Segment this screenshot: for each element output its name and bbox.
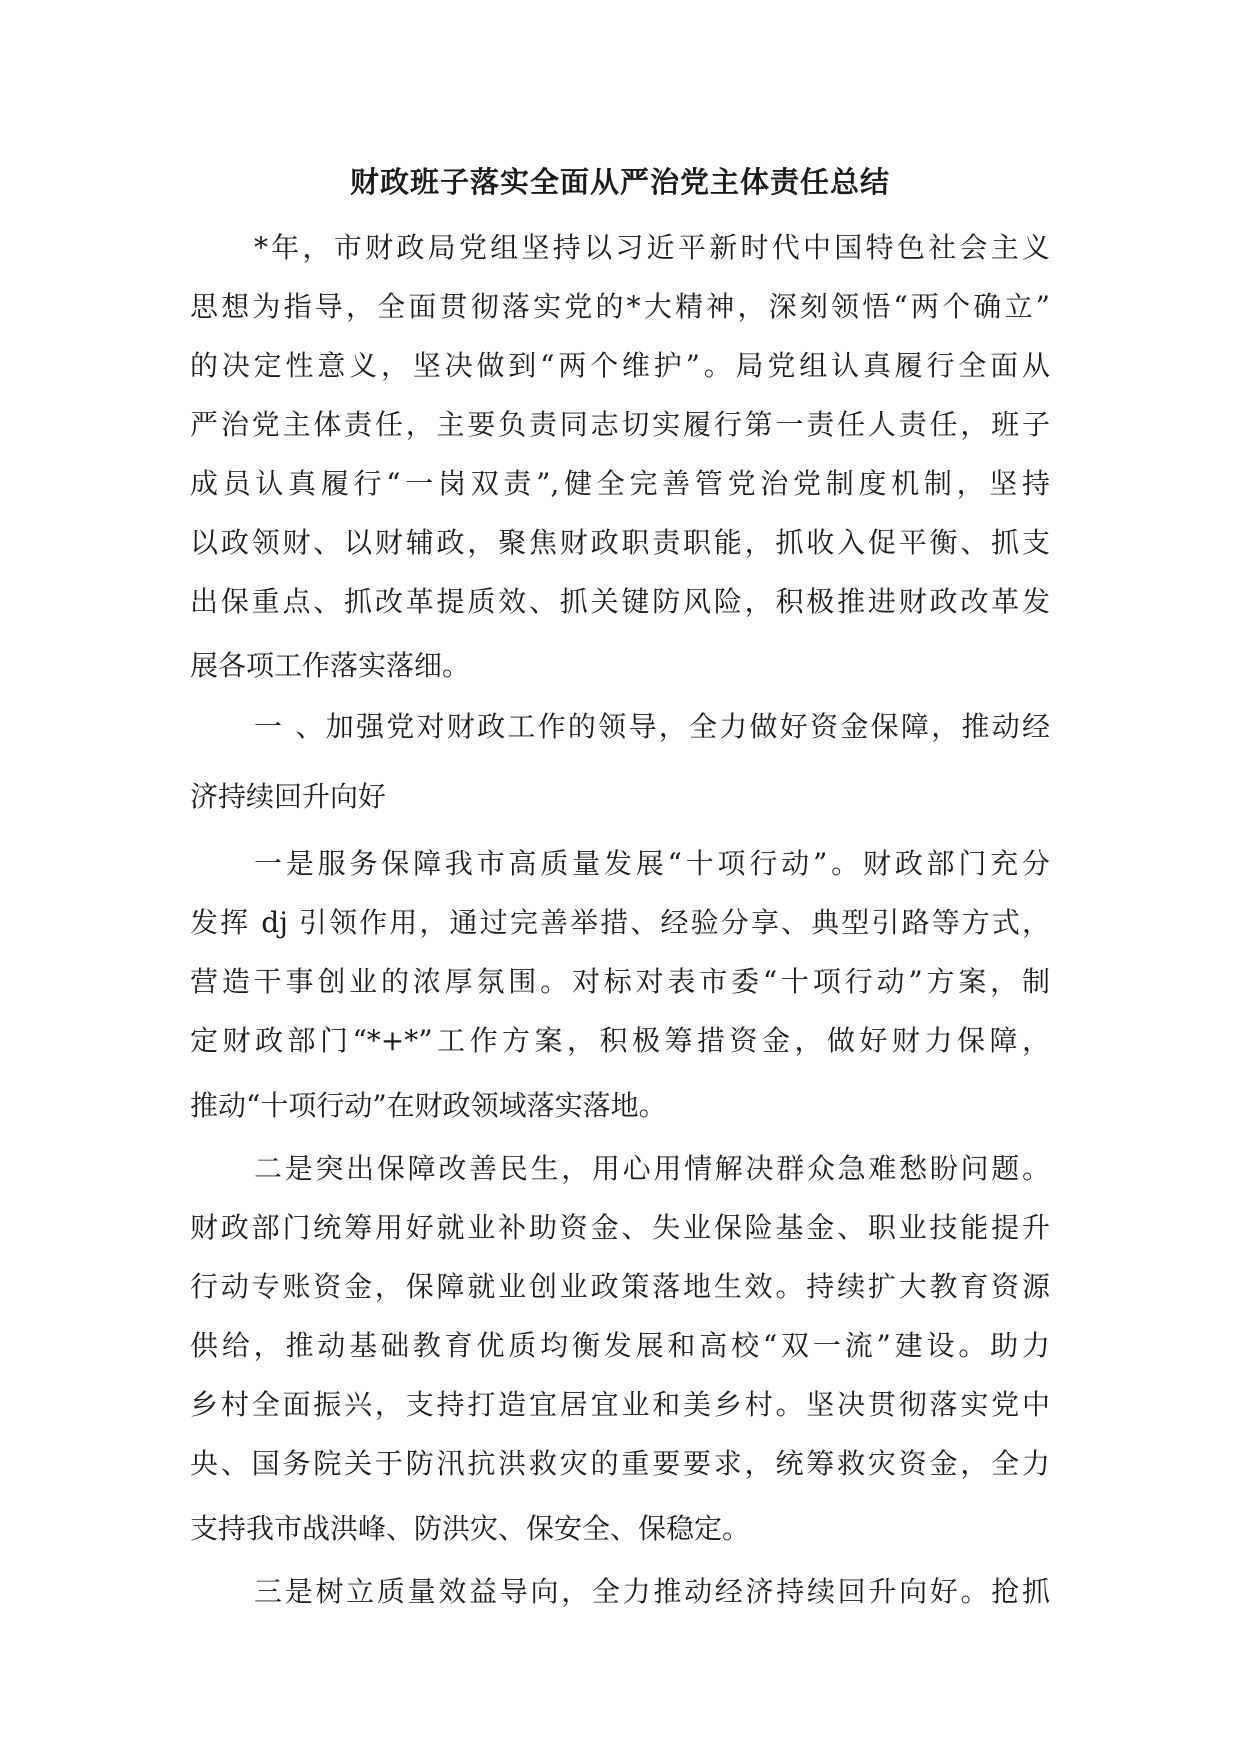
body-line: 乡村全面振兴，支持打造宜居宜业和美乡村。坚决贯彻落实党中 [190,1388,1050,1421]
body-line: 的决定性意义，坚决做到“两个维护”。局党组认真履行全面从 [190,349,1050,382]
body-line: 出保重点、抓改革提质效、抓关键防风险，积极推进财政改革发 [190,585,1050,618]
body-line: 展各项工作落实落细。 [190,649,471,682]
body-line: 财政部门统筹用好就业补助资金、失业保险基金、职业技能提升 [190,1211,1050,1244]
body-line: 发挥 dj 引领作用，通过完善举措、经验分享、典型引路等方式， [190,906,1050,939]
body-line: 推动“十项行动”在财政领域落实落地。 [190,1089,667,1122]
body-line: 严治党主体责任，主要负责同志切实履行第一责任人责任，班子 [190,408,1050,441]
body-line: 营造干事创业的浓厚氛围。对标对表市委“十项行动”方案，制 [190,965,1050,998]
body-line: 以政领财、以财辅政，聚焦财政职责职能，抓收入促平衡、抓支 [190,526,1050,559]
section-heading-line: 一 、加强党对财政工作的领导，全力做好资金保障，推动经 [254,710,1050,743]
body-line: 供给，推动基础教育优质均衡发展和高校“双一流”建设。助力 [190,1329,1050,1362]
body-line: 支持我市战洪峰、防洪灾、保安全、保稳定。 [190,1512,751,1545]
body-line: 思想为指导，全面贯彻落实党的*大精神，深刻领悟“两个确立” [190,290,1050,323]
body-line: 定财政部门“*+*”工作方案，积极筹措资金，做好财力保障， [190,1024,1050,1057]
body-line: 央、国务院关于防汛抗洪救灾的重要要求，统筹救灾资金，全力 [190,1447,1050,1480]
body-line: *年，市财政局党组坚持以习近平新时代中国特色社会主义 [254,231,1050,264]
body-line: 三是树立质量效益导向，全力推动经济持续回升向好。抢抓 [254,1575,1050,1608]
document-title: 财政班子落实全面从严治党主体责任总结 [349,165,890,199]
body-line: 行动专账资金，保障就业创业政策落地生效。持续扩大教育资源 [190,1270,1050,1303]
body-line: 二是突出保障改善民生，用心用情解决群众急难愁盼问题。 [254,1152,1050,1185]
body-line: 一是服务保障我市高质量发展“十项行动”。财政部门充分 [254,847,1050,880]
section-heading-line: 济持续回升向好 [190,780,387,813]
body-line: 成员认真履行“一岗双责”,健全完善管党治党制度机制，坚持 [190,467,1050,500]
